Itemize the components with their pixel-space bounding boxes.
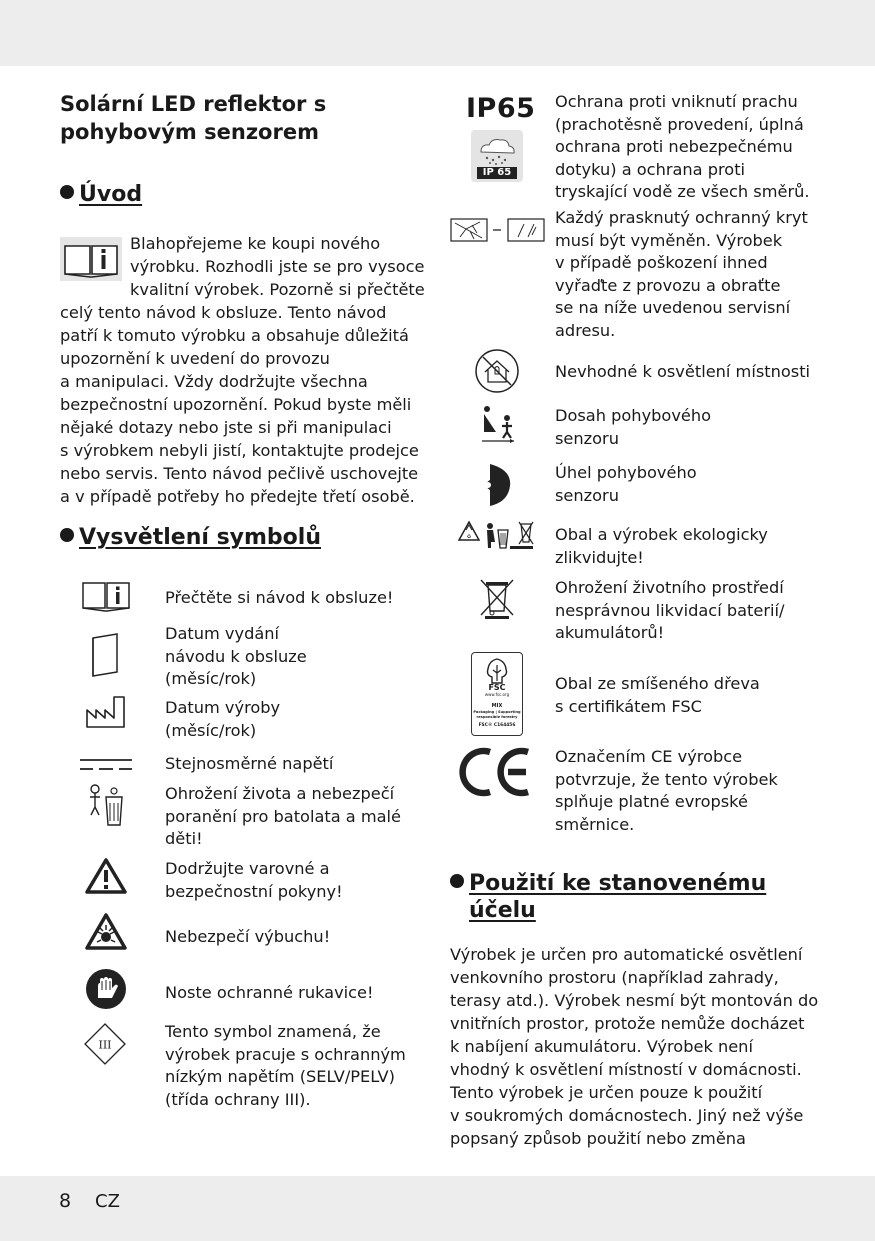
read-manual-icon — [80, 580, 132, 614]
page-title: Solární LED reflektor s pohybovým senzorem — [60, 92, 327, 144]
warning-triangle-icon — [84, 857, 128, 895]
fsc-mix: MIX — [491, 703, 503, 709]
bullet-icon — [60, 185, 74, 199]
footer-band — [0, 1176, 875, 1241]
symbol-label: Dodržujte varovné a bezpečnostní pokyny! — [165, 859, 343, 901]
fsc-url: www.fsc.org — [484, 692, 510, 697]
cracked-glass-icon — [450, 217, 545, 245]
child-hazard-icon — [86, 783, 126, 827]
symbol-label: Nevhodné k osvětlení místnosti — [555, 362, 811, 381]
symbol-label: Obal ze smíšeného dřeva s certifikátem FSC — [555, 674, 760, 716]
battery-disposal-icon — [478, 577, 516, 619]
symbol-label: Dosah pohybového senzoru — [555, 406, 712, 448]
read-manual-icon — [59, 236, 123, 282]
fsc-text: Packaging | Supporting responsible forestry — [473, 710, 521, 719]
symbol-label: Datum vydání návodu k obsluze (měsíc/rok) — [165, 624, 307, 688]
language-code: CZ — [95, 1191, 120, 1212]
usage-heading — [450, 870, 766, 924]
intro-text-wrapped: Blahopřejeme ke koupi nového výrobku. Rozhodli jste se pro vysoce kvalitní výrobek. Pozorně si přečtěte — [130, 234, 425, 299]
symbol-label: Ochrana proti vniknutí prachu (prachotěsně provedení, úplná ochrana proti nebezpečnému dotyku) a ochrana proti tryskající vodě ze všech směrů. — [555, 92, 810, 201]
fsc-top-label: FSC — [488, 683, 506, 692]
symbol-label: Označením CE výrobce potvrzuje, že tento výrobek splňuje platné evropské směrnice. — [555, 747, 778, 834]
symbol-label: Ohrožení životního prostředí nesprávnou likvidací baterií/ akumulátorů! — [555, 578, 785, 642]
svg-text:III: III — [98, 1038, 112, 1052]
symbols-heading-text: Vysvětlení symbolů — [79, 525, 321, 550]
symbol-label: Stejnosměrné napětí — [165, 754, 334, 773]
symbol-label: Přečtěte si návod k obsluze! — [165, 588, 394, 607]
ce-mark-icon — [458, 744, 534, 800]
symbol-label: Obal a výrobek ekologicky zlikvidujte! — [555, 525, 768, 567]
intro-heading — [60, 182, 142, 208]
bullet-icon — [60, 528, 74, 542]
recycling-icon — [457, 518, 535, 552]
symbol-label: Datum výroby (měsíc/rok) — [165, 698, 281, 740]
usage-text: Výrobek je určen pro automatické osvětlení venkovního prostoru (například zahrady, terasy atd.). Výrobek nesmí být montován do vnitřních prostor, protože nemůže docházet k nabíjení akumulátoru. Výrobek není vhodný k osvětlení místností v domácnosti. Tento výrobek je určen pouze k použití v soukromých domácnostech. Jiný než výše popsaný způsob použití nebo změna — [450, 945, 819, 1148]
fsc-code: FSC® C164456 — [478, 723, 516, 728]
motion-angle-icon — [482, 462, 512, 508]
booklet-icon — [87, 632, 123, 678]
intro-text-body: celý tento návod k obsluze. Tento návod patří k tomuto výrobku a obsahuje důležitá upozornění k uvedení do provozu a manipulaci. Vždy dodržujte všechna bezpečnostní upozornění. Pokud byste měli nějaké dotazy nebo jste si při manipulaci s výrobkem nebyli jistí, kontaktujte prodejce nebo servis. Tento návod pečlivě uschovejte a v případě potřeby ho předejte třetí osobě. — [60, 303, 419, 506]
fsc-icon — [471, 652, 523, 736]
usage-heading-line1: Použití ke stanovenému — [469, 871, 767, 896]
motion-range-icon — [478, 404, 518, 444]
symbol-label: Úhel pohybového senzoru — [555, 463, 697, 505]
symbol-label: Každý prasknutý ochranný kryt musí být vyměněn. Výrobek v případě poškození ihned vyřaďte z provozu a obraťte se na níže uvedenou servisní adresu. — [555, 208, 808, 340]
symbol-label: Nebezpečí výbuchu! — [165, 927, 331, 946]
symbol-label: Noste ochranné rukavice! — [165, 983, 374, 1002]
protection-class-iii-icon — [83, 1022, 127, 1066]
no-indoor-lighting-icon — [474, 348, 520, 394]
symbol-label: Tento symbol znamená, že výrobek pracuje s ochranným nízkým napětím (SELV/PELV) (třída ochrany III). — [165, 1022, 406, 1109]
explosion-hazard-icon — [84, 912, 128, 952]
ip65-badge: IP65 — [466, 93, 536, 124]
direct-current-icon — [80, 757, 132, 773]
header-band — [0, 0, 875, 66]
intro-heading-text: Úvod — [79, 182, 143, 207]
svg-text:♻: ♻ — [466, 534, 472, 540]
ip65-small-label: IP 65 — [482, 167, 512, 178]
page-number: 8 — [59, 1190, 72, 1212]
symbols-heading — [60, 525, 321, 551]
usage-heading-line2: účelu — [469, 898, 536, 923]
gloves-icon — [85, 968, 127, 1010]
symbol-label: Ohrožení života a nebezpečí poranění pro batolata a malé děti! — [165, 784, 401, 848]
bullet-icon — [450, 874, 464, 888]
factory-icon — [84, 694, 128, 730]
